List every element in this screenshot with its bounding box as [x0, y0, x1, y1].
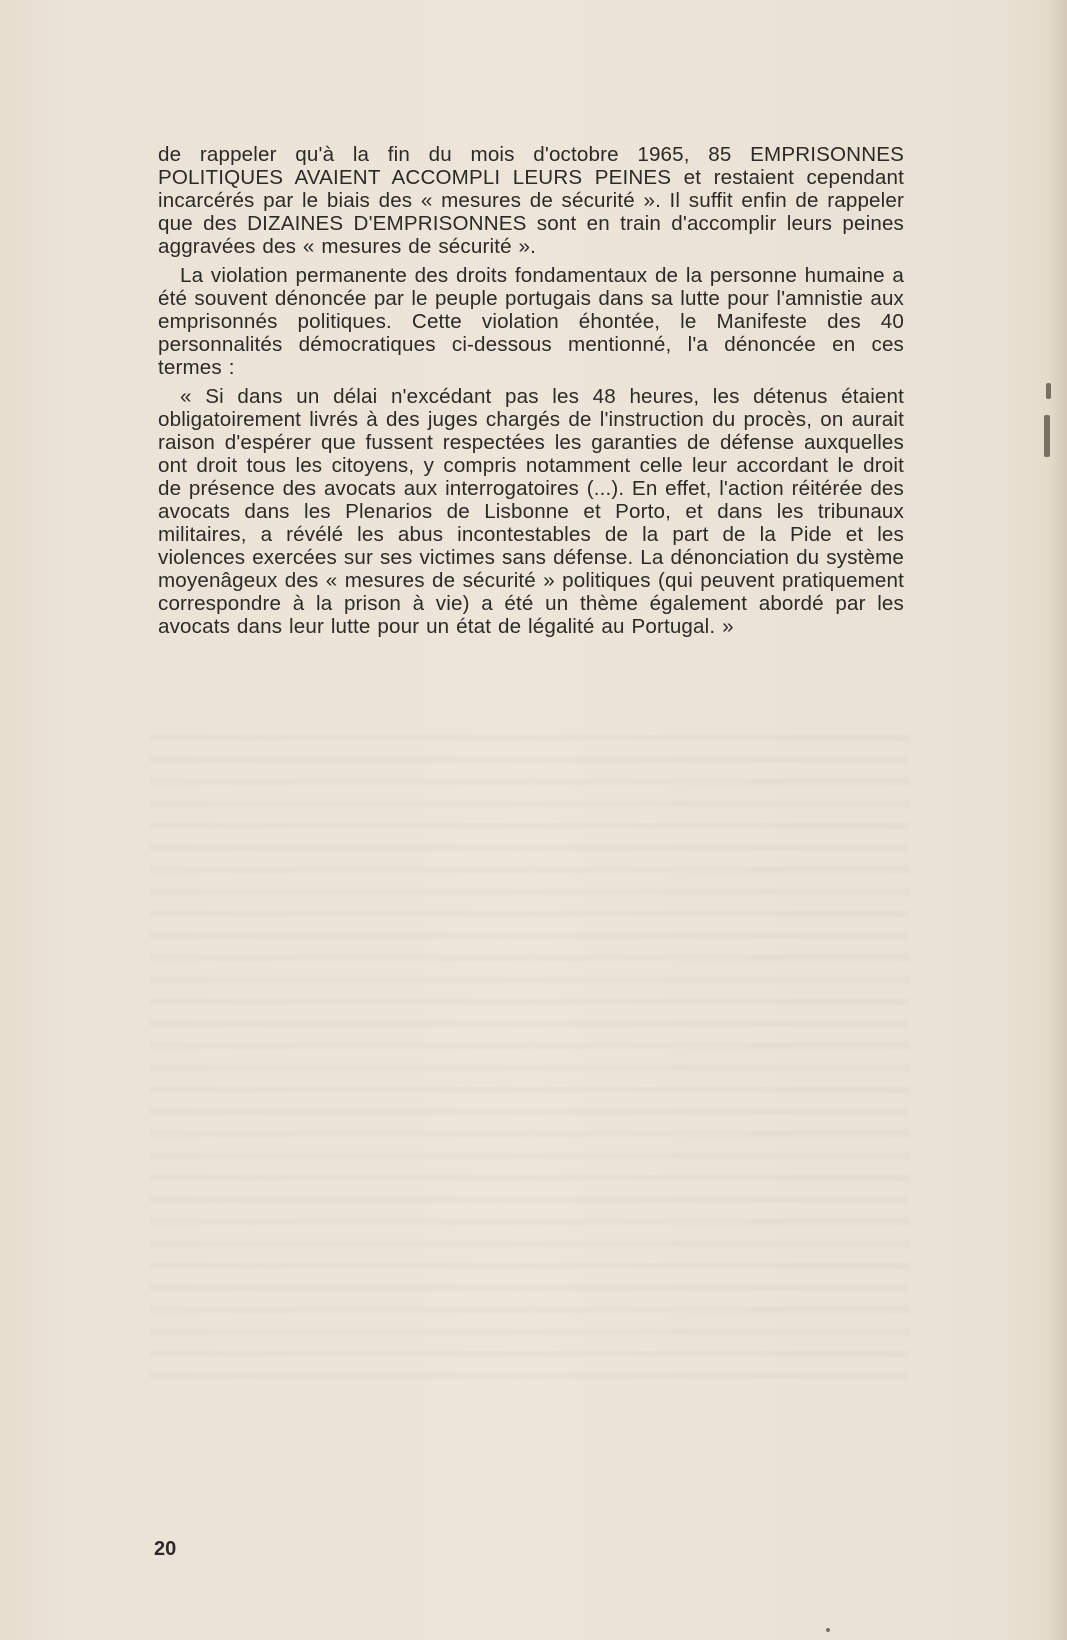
paragraph-1: de rappeler qu'à la fin du mois d'octobre 1965, 85 EMPRISONNES POLITIQUES AVAIENT ACCOMPLI LEURS PEINES et restaient cependant incarcérés par le biais des « mesures de sécurité ». Il suffit enfin de rappeler que des DIZAINES D'EMPRISONNES sont en train d'accomplir leurs peines aggravées des « mesures de sécurité ». — [158, 143, 904, 258]
body-text — [158, 143, 904, 638]
show-through-texture — [150, 720, 910, 1380]
speck-mark — [826, 1628, 830, 1632]
paragraph-3-quote: « Si dans un délai n'excédant pas les 48 heures, les détenus étaient obligatoirement livrés à des juges chargés de l'instruction du procès, on aurait raison d'espérer que fussent respectées les garanties de défense auxquelles ont droit tous les citoyens, y compris notamment celle leur accordant le droit de présence des avocats aux interrogatoires (...). En effet, l'action réitérée des avocats dans les Plenarios de Lisbonne et Porto, et dans les tribunaux militaires, a révélé les abus incontestables de la part de la Pide et les violences exercées sur ses victimes sans défense. La dénonciation du système moyenâgeux des « mesures de sécurité » politiques (qui peuvent pratiquement correspondre à la prison à vie) a été un thème également abordé par les avocats dans leur lutte pour un état de légalité au Portugal. » — [158, 385, 904, 638]
paragraph-2: La violation permanente des droits fondamentaux de la personne humaine a été souvent dénoncée par le peuple portugais dans sa lutte pour l'amnistie aux emprisonnés politiques. Cette violation éhontée, le Manifeste des 40 personnalités démocratiques ci-dessous mentionné, l'a dénoncée en ces termes : — [158, 264, 904, 379]
page-edge-shadow — [1049, 0, 1067, 1640]
page-number: 20 — [154, 1538, 177, 1560]
margin-mark — [1044, 415, 1050, 457]
margin-mark — [1046, 383, 1051, 399]
